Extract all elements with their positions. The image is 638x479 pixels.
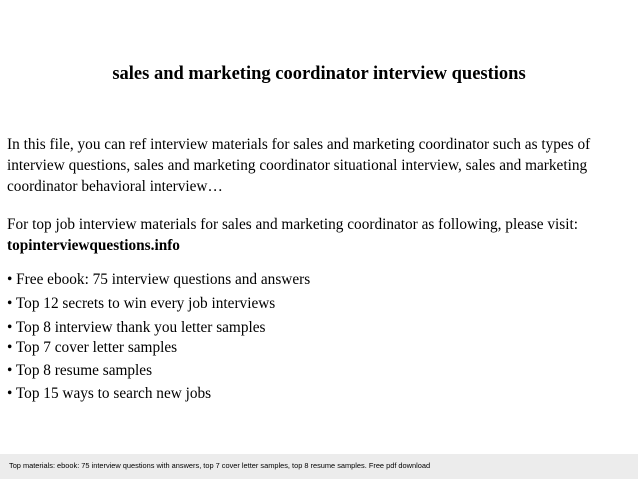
list-item: • Top 8 interview thank you letter samples <box>7 319 266 336</box>
list-item: • Top 7 cover letter samples <box>7 339 178 356</box>
list-item: • Top 15 ways to search new jobs <box>7 385 212 402</box>
slide-title: sales and marketing coordinator interview questions <box>112 64 526 84</box>
list-item: • Top 8 resume samples <box>7 362 153 379</box>
intro-text-block <box>7 134 633 256</box>
footer-bar <box>0 454 638 479</box>
visit-paragraph-text: For top job interview materials for sales and marketing coordinator as following, please visit: <box>7 216 578 233</box>
website-link[interactable]: topinterviewquestions.info <box>7 237 180 254</box>
list-item: • Free ebook: 75 interview questions and answers <box>7 271 311 288</box>
visit-paragraph <box>7 214 633 256</box>
intro-paragraph: In this file, you can ref interview materials for sales and marketing coordinator such as types of interview questions, sales and marketing coordinator situational interview, sales and marketing coordinator behavioral interview… <box>7 136 591 195</box>
list-item: • Top 12 secrets to win every job interviews <box>7 295 276 312</box>
footer-text: Top materials: ebook: 75 interview questions with answers, top 7 cover letter samples, top 8 resume samples. Free pdf download <box>9 461 431 470</box>
